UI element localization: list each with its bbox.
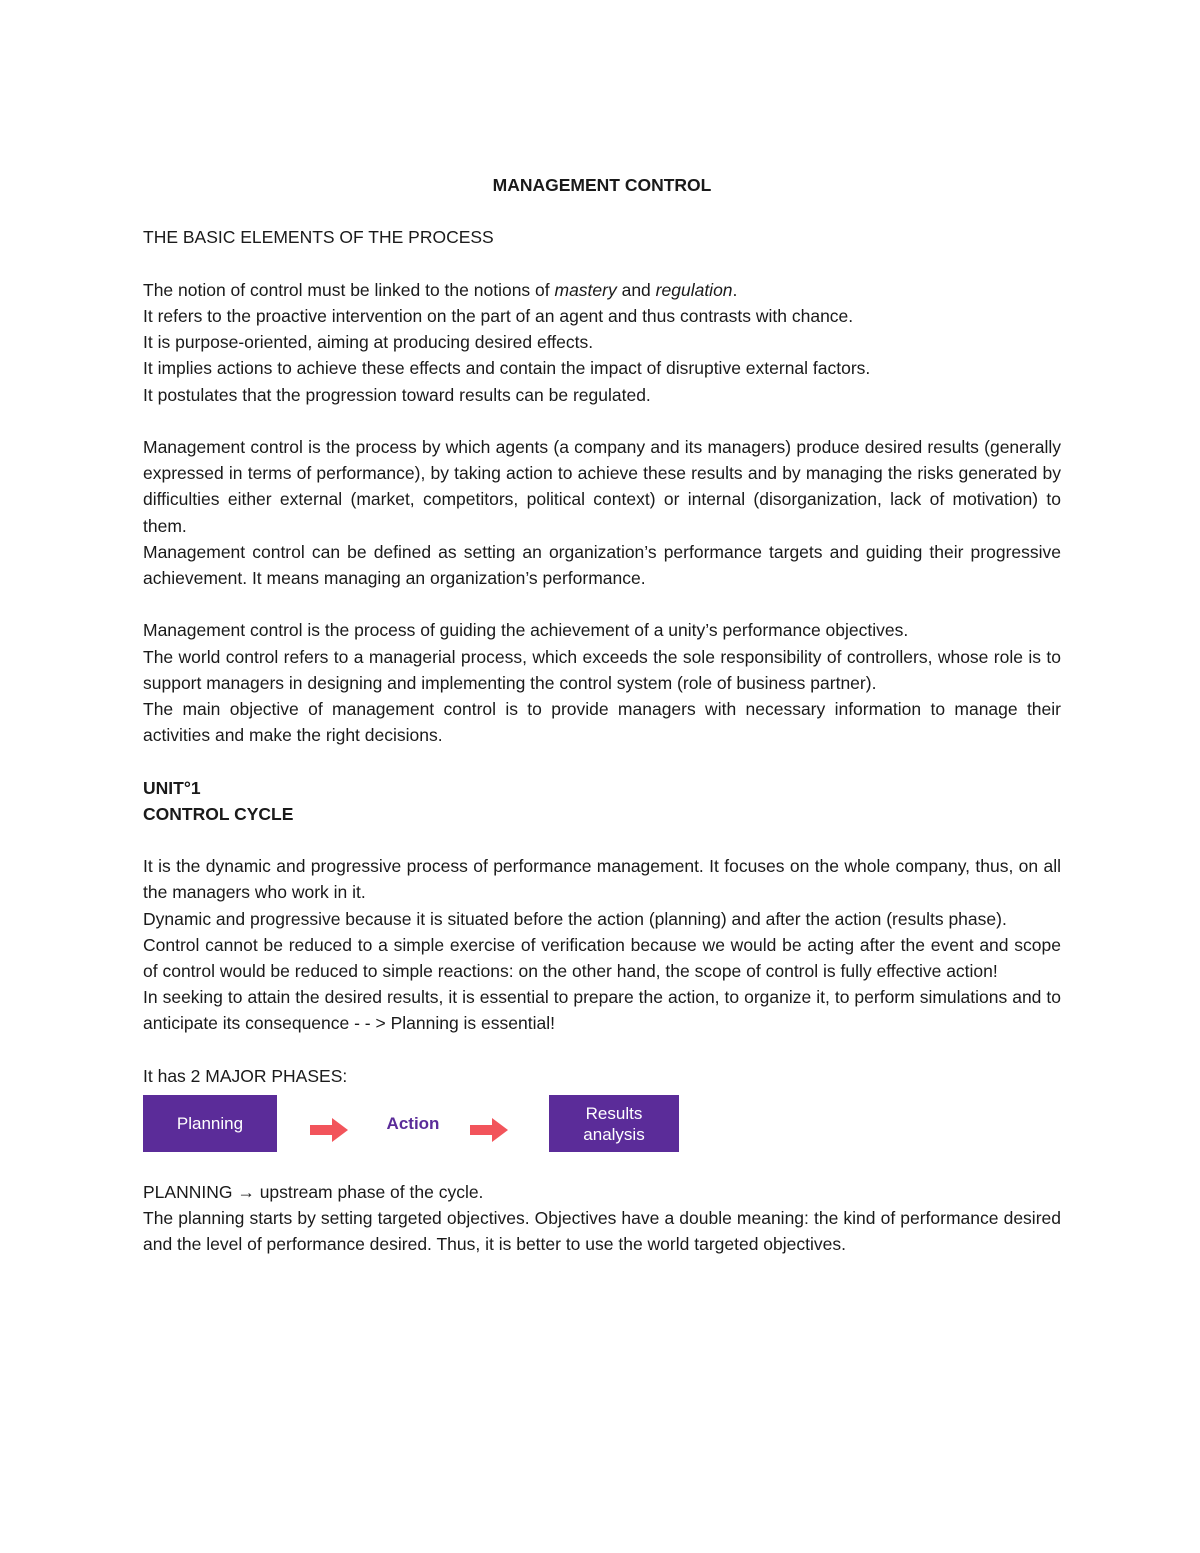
results-analysis-box: Results analysis (549, 1095, 679, 1152)
unit-title: CONTROL CYCLE (143, 803, 294, 824)
intro-line-4: It implies actions to achieve these effects and contain the impact of disruptive external factors. (143, 358, 871, 379)
emphasis-mastery: mastery (554, 279, 617, 300)
paragraph: Management control is the process by which agents (a company and its managers) produce desired results (generally expressed in terms of performance), by taking action to achieve these results and by managing the risks generated by difficulties either external (market, competitors, political context) or internal (disorganization, lack of motivation) to them. (143, 436, 1061, 536)
paragraph: The main objective of management control is to provide managers with necessary information to manage their activities and make the right decisions. (143, 699, 1061, 746)
paragraph: It is the dynamic and progressive process of performance management. It focuses on the whole company, thus, on all the managers who work in it. (143, 856, 1061, 903)
right-arrow-icon (310, 1118, 348, 1142)
intro-line-2: It refers to the proactive intervention on the part of an agent and thus contrasts with chance. (143, 305, 854, 326)
planning-box: Planning (143, 1095, 277, 1152)
section-heading: THE BASIC ELEMENTS OF THE PROCESS (143, 227, 494, 248)
intro-line-3: It is purpose-oriented, aiming at producing desired effects. (143, 332, 594, 353)
intro-line-1: The notion of control must be linked to the notions of mastery and regulation. (143, 279, 738, 300)
document-content (143, 172, 1061, 1258)
phases-intro: It has 2 MAJOR PHASES: (143, 1065, 348, 1086)
emphasis-regulation: regulation (655, 279, 733, 300)
action-label: Action (386, 1113, 440, 1133)
control-cycle-diagram (143, 1095, 1061, 1157)
paragraph: The planning starts by setting targeted objectives. Objectives have a double meaning: the kind of performance desired and the level of performance desired. Thus, it is better to use the world targeted objectives. (143, 1208, 1061, 1255)
paragraph: The world control refers to a managerial process, which exceeds the sole responsibility of controllers, whose role is to support managers in designing and implementing the control system (role of business partner). (143, 646, 1061, 693)
paragraph: Control cannot be reduced to a simple exercise of verification because we would be acting after the event and scope of control would be reduced to simple reactions: on the other hand, the scope of control is fully effective action! (143, 934, 1061, 981)
paragraph: Management control can be defined as setting an organization’s performance targets and guiding their progressive achievement. It means managing an organization’s performance. (143, 541, 1061, 588)
right-arrow-icon: → (237, 1182, 255, 1202)
document-title: MANAGEMENT CONTROL (492, 175, 712, 195)
right-arrow-icon (470, 1118, 508, 1142)
planning-line: PLANNING → upstream phase of the cycle. (143, 1182, 484, 1202)
paragraph: Management control is the process of guiding the achievement of a unity’s performance objectives. (143, 620, 909, 641)
unit-label: UNIT°1 (143, 777, 201, 798)
paragraph: Dynamic and progressive because it is situated before the action (planning) and after the action (results phase). (143, 908, 1007, 929)
paragraph: In seeking to attain the desired results, it is essential to prepare the action, to organize it, to perform simulations and to anticipate its consequence - - > Planning is essential! (143, 987, 1061, 1034)
intro-line-5: It postulates that the progression toward results can be regulated. (143, 384, 651, 405)
